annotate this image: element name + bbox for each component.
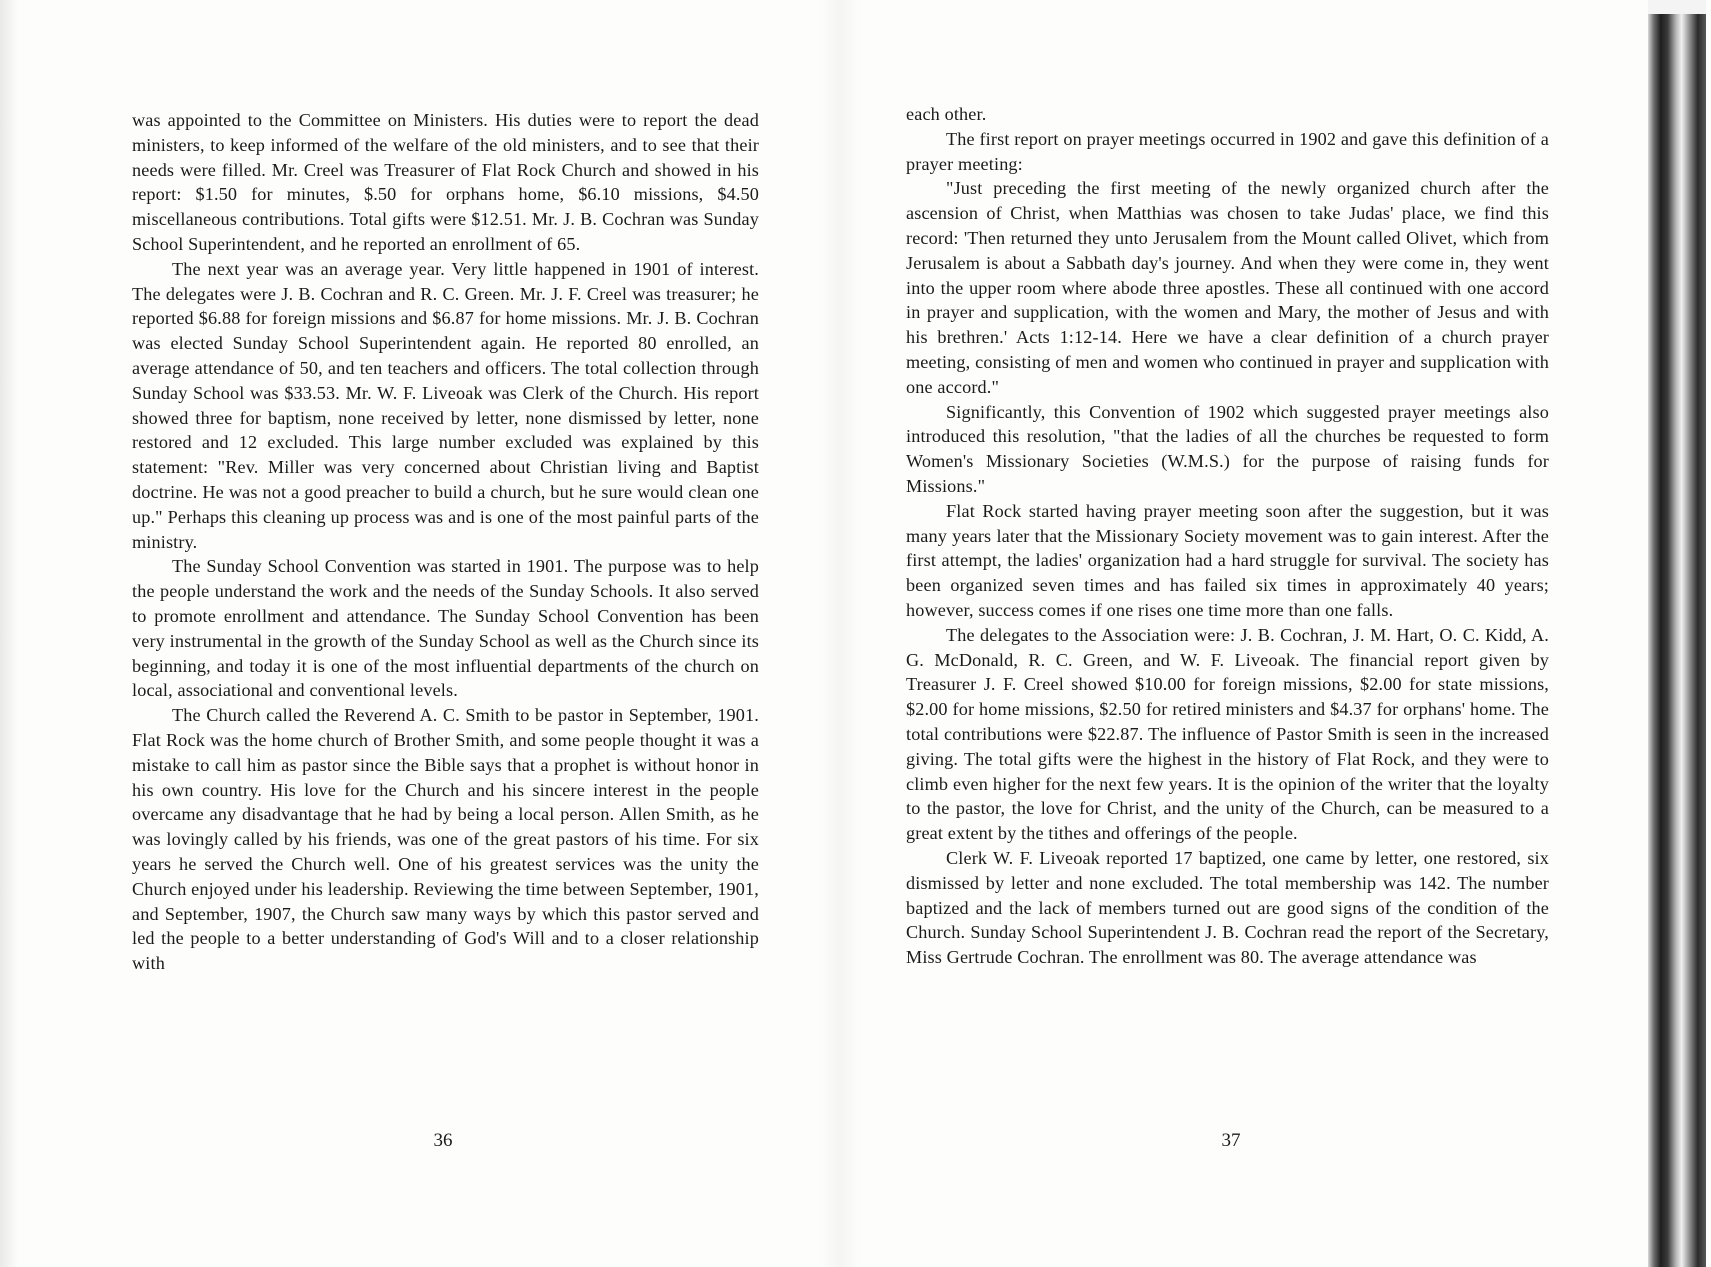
- paragraph: The Church called the Reverend A. C. Smith to be pastor in September, 1901. Flat Rock was the home church of Brother Smith, and some people thought it was a mistake to call him as pastor since the Bible says that a prophet is without honor in his own country. His love for the Church and his sincere interest in the people overcame any disadvantage that he had by being a local person. Allen Smith, as he was lovingly called by his friends, was one of the great pastors of his time. For six years he served the Church well. One of his greatest services was the unity the Church enjoyed under his leadership. Reviewing the time between September, 1901, and September, 1907, the Church saw many ways by which this pastor served and led the people to a better understanding of God's Will and to a closer relationship with: [132, 705, 759, 974]
- paragraph: was appointed to the Committee on Ministers. His duties were to report the dead ministers, to keep informed of the welfare of the old ministers, and to see that their needs were filled. Mr. Creel was Treasurer of Flat Rock Church and showed in his report: $1.50 for minutes, $.50 for orphans home, $6.10 missions, $4.50 miscellaneous contributions. Total gifts were $12.51. Mr. J. B. Cochran was Sunday School Superintendent, and he reported an enrollment of 65.: [132, 110, 759, 254]
- paragraph: each other.: [906, 104, 987, 124]
- paragraph: Flat Rock started having prayer meeting soon after the suggestion, but it was many years later that the Missionary Society movement was to gain interest. After the first attempt, the ladies' organization had a hard struggle for survival. The society has been organized seven times and has failed six times in approximately 40 years; however, success comes if one rises one time more than one falls.: [906, 500, 1549, 620]
- paragraph: The Sunday School Convention was started in 1901. The purpose was to help the people understand the work and the needs of the Sunday Schools. It also served to promote enrollment and attendance. The Sunday School Convention has been very instrumental in the growth of the Sunday School as well as the Church since its beginning, and today it is one of the most influential departments of the church on local, associational and conventional levels.: [132, 556, 759, 701]
- left-page-number: 36: [433, 1130, 453, 1151]
- paragraph: "Just preceding the first meeting of the newly organized church after the ascension of Christ, when Matthias was chosen to take Judas' place, we find this record: 'Then returned they unto Jerusalem from the Mount called Olivet, which from Jerusalem is about a Sabbath day's journey. And when they were come in, they went into the upper room where abode three apostles. These all continued with one accord in prayer and supplication, with the women and Mary, the mother of Jesus and with his brethren.' Acts 1:12-14. Here we have a clear definition of a church prayer meeting, consisting of men and women who continued in prayer and supplication with one accord.": [906, 178, 1549, 397]
- left-page-text-column: [132, 108, 759, 976]
- right-page: [860, 0, 1650, 1267]
- paragraph: The delegates to the Association were: J. B. Cochran, J. M. Hart, O. C. Kidd, A. G. McDonald, R. C. Green, and W. F. Liveoak. The financial report given by Treasurer J. F. Creel showed $10.00 for foreign missions, $2.00 for state missions, $2.00 for home missions, $2.50 for retired ministers and $4.37 for orphans' home. The total contributions were $22.87. The influence of Pastor Smith is seen in the increased giving. The total gifts were the highest in the history of Flat Rock, and they were to climb even higher for the next few years. It is the opinion of the writer that the loyalty to the pastor, the love for Christ, and the unity of the Church, can be measured to a great extent by the tithes and offerings of the people.: [906, 624, 1549, 844]
- book-binding: [1648, 14, 1706, 1267]
- right-page-text-column: [906, 102, 1549, 970]
- paragraph: The first report on prayer meetings occurred in 1902 and gave this definition of a prayer meeting:: [906, 128, 1549, 174]
- left-page: [0, 0, 820, 1267]
- right-page-number: 37: [1221, 1130, 1241, 1151]
- book-gutter: [820, 0, 860, 1267]
- paragraph: Significantly, this Convention of 1902 which suggested prayer meetings also introduced this resolution, "that the ladies of all the churches be requested to form Women's Missionary Societies (W.M.S.) for the purpose of raising funds for Missions.": [906, 401, 1549, 496]
- paragraph: The next year was an average year. Very little happened in 1901 of interest. The delegates were J. B. Cochran and R. C. Green. Mr. J. F. Creel was treasurer; he reported $6.88 for foreign missions and $6.87 for home missions. Mr. J. B. Cochran was elected Sunday School Superintendent again. He reported 80 enrolled, an average attendance of 50, and ten teachers and officers. The total collection through Sunday School was $33.53. Mr. W. F. Liveoak was Clerk of the Church. His report showed three for baptism, none received by letter, none dismissed by letter, none restored and 12 excluded. This large number excluded was explained by this statement: "Rev. Miller was very concerned about Christian living and Baptist doctrine. He was not a good preacher to build a church, but he sure would clean one up." Perhaps this cleaning up process was and is one of the most painful parts of the ministry.: [132, 258, 759, 552]
- paragraph: Clerk W. F. Liveoak reported 17 baptized, one came by letter, one restored, six dismissed by letter and none excluded. The total membership was 142. The number baptized and the lack of members turned out are good signs of the condition of the Church. Sunday School Superintendent J. B. Cochran read the report of the Secretary, Miss Gertrude Cochran. The enrollment was 80. The average attendance was: [906, 847, 1549, 968]
